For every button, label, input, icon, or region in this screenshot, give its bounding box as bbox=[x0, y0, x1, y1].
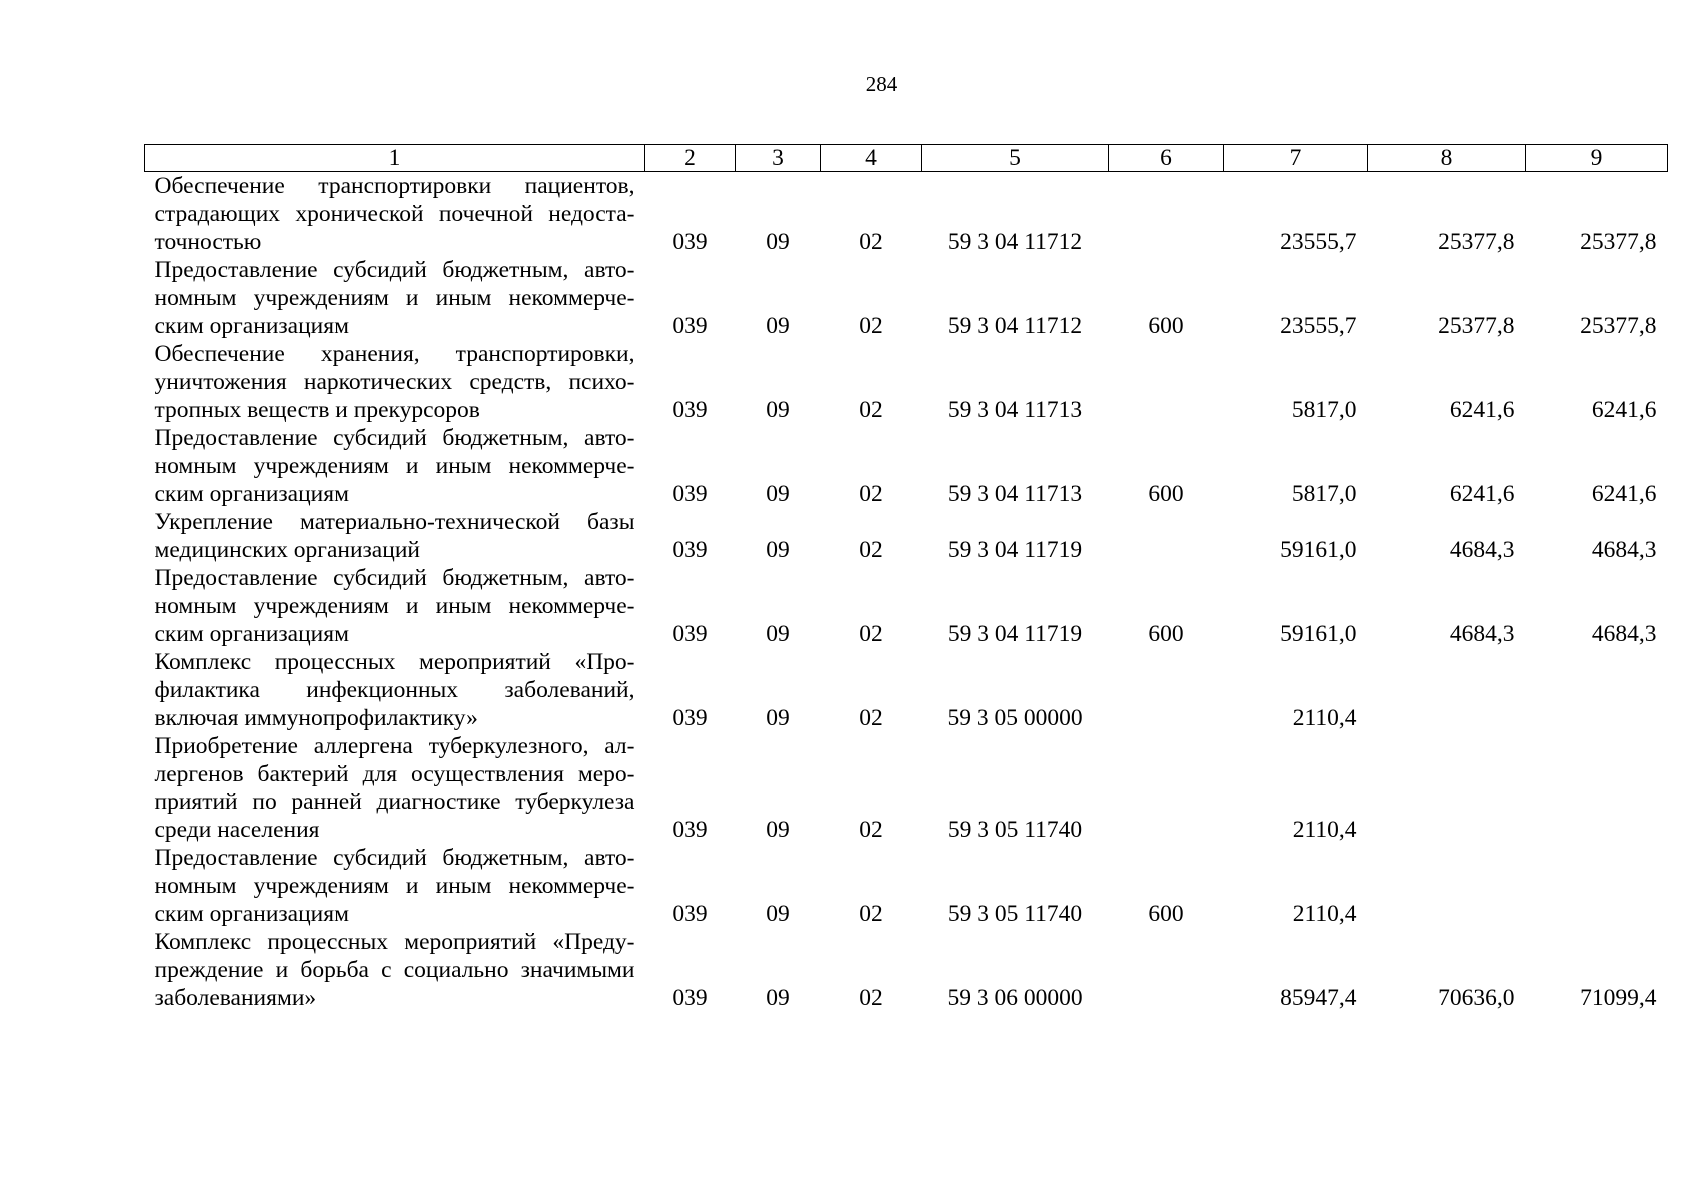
cell-amount-col8: 6241,6 bbox=[1449, 481, 1515, 507]
cell-expense-type: 600 bbox=[1148, 621, 1184, 647]
header-col-1: 1 bbox=[145, 145, 645, 172]
cell-section-code: 09 bbox=[766, 705, 790, 731]
cell-ministry-code: 039 bbox=[672, 985, 708, 1011]
header-col-6: 6 bbox=[1109, 145, 1224, 172]
table-row bbox=[145, 424, 1668, 508]
cell-ministry-code: 039 bbox=[672, 621, 708, 647]
row-description: Предоставление субсидий бюджетным, авто-номным учреждениям и иным некоммерче-ским организациям bbox=[154, 845, 635, 927]
cell-amount-col8 bbox=[1368, 732, 1526, 844]
row-description: Укрепление материально-технической базы медицинских организаций bbox=[154, 509, 635, 563]
cell-amount-col7: 23555,7 bbox=[1280, 313, 1357, 339]
cell-subsection-code: 02 bbox=[859, 901, 883, 927]
cell-expense-type bbox=[1109, 172, 1224, 257]
header-col-2: 2 bbox=[645, 145, 736, 172]
cell-amount-col9: 4684,3 bbox=[1591, 621, 1657, 647]
cell-subsection-code: 02 bbox=[859, 705, 883, 731]
row-description: Приобретение аллергена туберкулезного, ал-лергенов бактерий для осуществления меро-приятий по ранней диагностике туберкулеза среди населения bbox=[154, 733, 635, 843]
cell-subsection-code: 02 bbox=[859, 621, 883, 647]
cell-amount-col7: 59161,0 bbox=[1280, 621, 1357, 647]
cell-subsection-code: 02 bbox=[859, 397, 883, 423]
table-row bbox=[145, 340, 1668, 424]
table-row bbox=[145, 732, 1668, 844]
cell-amount-col9: 71099,4 bbox=[1580, 985, 1657, 1011]
cell-amount-col8 bbox=[1368, 844, 1526, 928]
cell-expense-type: 600 bbox=[1148, 313, 1184, 339]
cell-amount-col7: 5817,0 bbox=[1291, 481, 1357, 507]
cell-amount-col7: 2110,4 bbox=[1292, 705, 1357, 731]
cell-section-code: 09 bbox=[766, 621, 790, 647]
cell-amount-col9: 6241,6 bbox=[1591, 397, 1657, 423]
cell-amount-col7: 2110,4 bbox=[1292, 817, 1357, 843]
cell-subsection-code: 02 bbox=[859, 481, 883, 507]
cell-amount-col8: 25377,8 bbox=[1438, 313, 1515, 339]
cell-amount-col7: 59161,0 bbox=[1280, 537, 1357, 563]
cell-section-code: 09 bbox=[766, 313, 790, 339]
cell-amount-col7: 85947,4 bbox=[1280, 985, 1357, 1011]
cell-ministry-code: 039 bbox=[672, 397, 708, 423]
cell-expense-type bbox=[1109, 732, 1224, 844]
row-description: Комплекс процессных мероприятий «Преду-преждение и борьба с социально значимыми заболеваниями» bbox=[154, 929, 635, 1011]
table-row bbox=[145, 648, 1668, 732]
cell-amount-col7: 2110,4 bbox=[1292, 901, 1357, 927]
cell-ministry-code: 039 bbox=[672, 817, 708, 843]
cell-amount-col7: 5817,0 bbox=[1291, 397, 1357, 423]
cell-amount-col8: 25377,8 bbox=[1438, 229, 1515, 255]
cell-ministry-code: 039 bbox=[672, 481, 708, 507]
page-number: 284 bbox=[865, 72, 898, 96]
cell-ministry-code: 039 bbox=[672, 537, 708, 563]
table-row bbox=[145, 928, 1668, 1012]
cell-amount-col9 bbox=[1526, 648, 1668, 732]
cell-amount-col9: 6241,6 bbox=[1591, 481, 1657, 507]
cell-target-article: 59 3 04 11713 bbox=[947, 397, 1083, 423]
cell-expense-type bbox=[1109, 508, 1224, 564]
header-row bbox=[145, 145, 1668, 172]
cell-target-article: 59 3 04 11719 bbox=[947, 621, 1083, 647]
cell-subsection-code: 02 bbox=[859, 817, 883, 843]
cell-ministry-code: 039 bbox=[672, 901, 708, 927]
cell-section-code: 09 bbox=[766, 901, 790, 927]
table-header bbox=[145, 145, 1668, 172]
row-description: Комплекс процессных мероприятий «Про-филактика инфекционных заболеваний, включая иммунопрофилактику» bbox=[154, 649, 635, 731]
cell-expense-type bbox=[1109, 340, 1224, 424]
header-col-4: 4 bbox=[821, 145, 922, 172]
budget-table bbox=[144, 144, 1668, 1012]
table-row bbox=[145, 564, 1668, 648]
cell-amount-col9 bbox=[1526, 844, 1668, 928]
header-col-8: 8 bbox=[1368, 145, 1526, 172]
table-body bbox=[145, 172, 1668, 1013]
table-row bbox=[145, 256, 1668, 340]
cell-ministry-code: 039 bbox=[672, 705, 708, 731]
cell-target-article: 59 3 04 11712 bbox=[947, 229, 1083, 255]
header-col-3: 3 bbox=[736, 145, 821, 172]
cell-amount-col7: 23555,7 bbox=[1280, 229, 1357, 255]
cell-target-article: 59 3 06 00000 bbox=[947, 985, 1083, 1011]
table-row bbox=[145, 172, 1668, 257]
cell-ministry-code: 039 bbox=[672, 229, 708, 255]
cell-subsection-code: 02 bbox=[859, 229, 883, 255]
cell-section-code: 09 bbox=[766, 537, 790, 563]
cell-amount-col9: 25377,8 bbox=[1580, 313, 1657, 339]
table-row bbox=[145, 844, 1668, 928]
cell-amount-col8: 70636,0 bbox=[1438, 985, 1515, 1011]
cell-amount-col8 bbox=[1368, 648, 1526, 732]
cell-target-article: 59 3 04 11713 bbox=[947, 481, 1083, 507]
cell-target-article: 59 3 04 11712 bbox=[947, 313, 1083, 339]
cell-amount-col9: 4684,3 bbox=[1591, 537, 1657, 563]
cell-ministry-code: 039 bbox=[672, 313, 708, 339]
cell-expense-type bbox=[1109, 928, 1224, 1012]
cell-section-code: 09 bbox=[766, 481, 790, 507]
cell-section-code: 09 bbox=[766, 817, 790, 843]
cell-target-article: 59 3 05 00000 bbox=[947, 705, 1083, 731]
cell-target-article: 59 3 05 11740 bbox=[947, 901, 1083, 927]
cell-expense-type: 600 bbox=[1148, 481, 1184, 507]
cell-section-code: 09 bbox=[766, 985, 790, 1011]
cell-section-code: 09 bbox=[766, 397, 790, 423]
cell-amount-col9 bbox=[1526, 732, 1668, 844]
cell-subsection-code: 02 bbox=[859, 985, 883, 1011]
cell-target-article: 59 3 04 11719 bbox=[947, 537, 1083, 563]
cell-amount-col8: 4684,3 bbox=[1449, 537, 1515, 563]
cell-target-article: 59 3 05 11740 bbox=[947, 817, 1083, 843]
row-description: Обеспечение транспортировки пациентов, страдающих хронической почечной недоста-точностью bbox=[154, 173, 635, 255]
row-description: Предоставление субсидий бюджетным, авто-номным учреждениям и иным некоммерче-ским организациям bbox=[154, 257, 635, 339]
row-description: Предоставление субсидий бюджетным, авто-номным учреждениям и иным некоммерче-ским организациям bbox=[154, 425, 635, 507]
header-col-5: 5 bbox=[922, 145, 1109, 172]
cell-amount-col8: 6241,6 bbox=[1449, 397, 1515, 423]
row-description: Предоставление субсидий бюджетным, авто-номным учреждениям и иным некоммерче-ским организациям bbox=[154, 565, 635, 647]
cell-expense-type bbox=[1109, 648, 1224, 732]
cell-expense-type: 600 bbox=[1148, 901, 1184, 927]
cell-subsection-code: 02 bbox=[859, 313, 883, 339]
header-col-7: 7 bbox=[1224, 145, 1368, 172]
row-description: Обеспечение хранения, транспортировки, уничтожения наркотических средств, психо-тропных веществ и прекурсоров bbox=[154, 341, 635, 423]
cell-amount-col8: 4684,3 bbox=[1449, 621, 1515, 647]
cell-amount-col9: 25377,8 bbox=[1580, 229, 1657, 255]
header-col-9: 9 bbox=[1526, 145, 1668, 172]
cell-section-code: 09 bbox=[766, 229, 790, 255]
table-row bbox=[145, 508, 1668, 564]
cell-subsection-code: 02 bbox=[859, 537, 883, 563]
